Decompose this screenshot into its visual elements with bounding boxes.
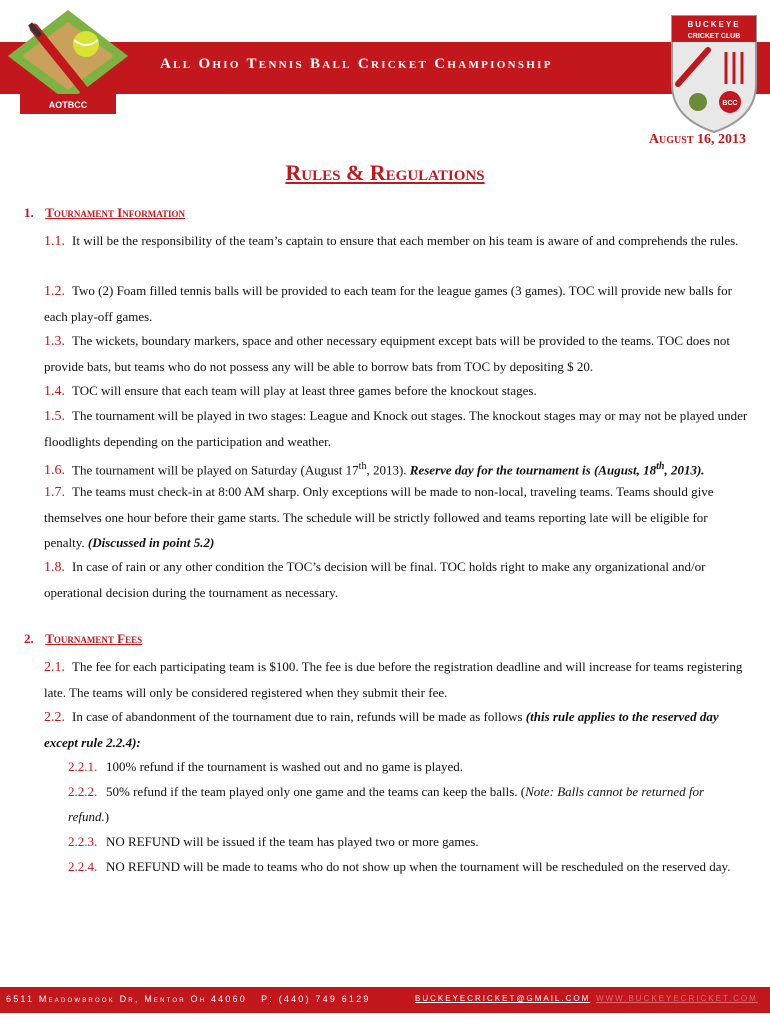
rule-number: 1.7. [44,485,65,500]
rule-item [44,378,748,404]
rule-text: The tournament will be played in two stages: League and Knock out stages. The knockout stages may or may not be played under floodlights depending on the participation and weather. [44,408,748,449]
rule-emphasis: (this rule applies to the reserved day except rule 2.2.4): [44,709,719,750]
rule-number: 1.3. [44,334,65,349]
sub-rule-text: 100% refund if the tournament is washed out and no game is played. [106,759,464,774]
rule-item [44,554,748,605]
rule-text: It will be the responsibility of the team’s captain to ensure that each member on his team is aware of and comprehends the rules. [72,233,739,248]
section-number: 2. [24,631,34,646]
section-tournament-information [24,205,185,221]
rule-text: The tournament will be played on Saturday (August 17 [72,462,359,478]
sub-rule-number: 2.2.4. [68,859,98,874]
sub-rule-number: 2.2.3. [68,834,98,849]
rule-number: 1.5. [44,409,65,424]
rule-item [44,328,748,379]
sub-rule-text: 50% refund if the team played only one game and the teams can keep the balls. ( [106,784,526,799]
rule-text: The fee for each participating team is $100. The fee is due before the registration deadline and will increase for teams registering late. The teams will only be considered registered when they submit their fee. [44,659,743,700]
section-title: Tournament Information [45,205,186,220]
sub-rule-item [68,779,748,829]
logo-badge: BCC [722,100,738,107]
rule-number: 1.4. [44,384,65,399]
buckeye-cricket-club-logo [668,14,760,134]
rule-text: TOC will ensure that each team will play at least three games before the knockout stages. [72,383,537,398]
rule-item [44,654,748,705]
ordinal-suffix: th [358,461,367,472]
section-tournament-fees [24,631,142,647]
rule-item [44,228,748,254]
rule-number: 1.2. [44,284,65,299]
rule-emphasis: , 2013). [664,462,705,478]
rule-text: Two (2) Foam filled tennis balls will be provided to each team for the league games (3 games). TOC will provide new balls for each play-off games. [44,283,732,324]
rule-text: The teams must check-in at 8:00 AM sharp. Only exceptions will be made to non-local, traveling teams. Teams should give themselves one hour before their game starts. The schedule will be strictly followed and teams reporting late will be eligible for penalty. [44,484,714,550]
footer-contact [6,994,371,1004]
page-heading: Rules & Regulations [285,160,485,185]
ordinal-suffix: th [656,461,665,472]
championship-title: All Ohio Tennis Ball Cricket Championship [160,56,553,72]
rule-text: In case of abandonment of the tournament due to rain, refunds will be made as follows [72,709,526,724]
sub-rule-item [68,829,748,854]
rule-emphasis: (Discussed in point 5.2) [87,535,215,550]
rule-item [44,479,748,555]
footer-website-link[interactable]: WWW.BUCKEYECRICKET.COM [596,994,758,1003]
rule-number: 2.1. [44,660,65,675]
section-title: Tournament Fees [45,631,143,646]
logo-line-buckeye: BUCKEYE [687,20,741,29]
rule-emphasis: Reserve day for the tournament is (August, 18 [409,462,657,478]
sub-rule-item [68,854,748,879]
sub-rule-number: 2.2.1. [68,759,98,774]
sub-rule-text-end: ) [104,809,110,824]
aotbcc-logo-text: AOTBCC [48,100,88,110]
sub-rule-text: NO REFUND will be issued if the team has played two or more games. [106,834,479,849]
section-number: 1. [24,205,34,220]
rule-item [44,403,748,454]
footer-address: 6511 Meadowbrook Dr, Mentor Oh 44060 [6,994,247,1004]
rule-number: 1.6. [44,463,65,479]
footer-email-link[interactable]: BUCKEYECRICKET@GMAIL.COM [415,994,591,1003]
rule-text: In case of rain or any other condition the TOC’s decision will be final. TOC holds right to make any organizational and/or operational decision during the tournament as necessary. [44,559,706,600]
rule-item [44,278,748,329]
sub-rule-number: 2.2.2. [68,784,98,799]
aotbcc-logo [4,6,132,118]
sub-rule-note: Note: Balls cannot be returned for refund. [68,784,705,824]
sub-rule-item [68,754,748,779]
sub-rule-text: NO REFUND will be made to teams who do not show up when the tournament will be rescheduled on the reserved day. [106,859,731,874]
rule-item [44,704,748,755]
rule-text: , 2013). [366,462,410,478]
rule-number: 1.1. [44,234,65,249]
rule-number: 1.8. [44,560,65,575]
document-date: August 16, 2013 [648,132,746,147]
rule-text: The wickets, boundary markers, space and other necessary equipment except bats will be provided to the teams. TOC does not provide bats, but teams who do not possess any will be able to borrow bats from TOC by depositing $ 20. [44,333,730,374]
logo-line-club: CRICKET CLUB [687,33,741,40]
footer-phone: P: (440) 749 6129 [261,994,371,1004]
rule-number: 2.2. [44,710,65,725]
